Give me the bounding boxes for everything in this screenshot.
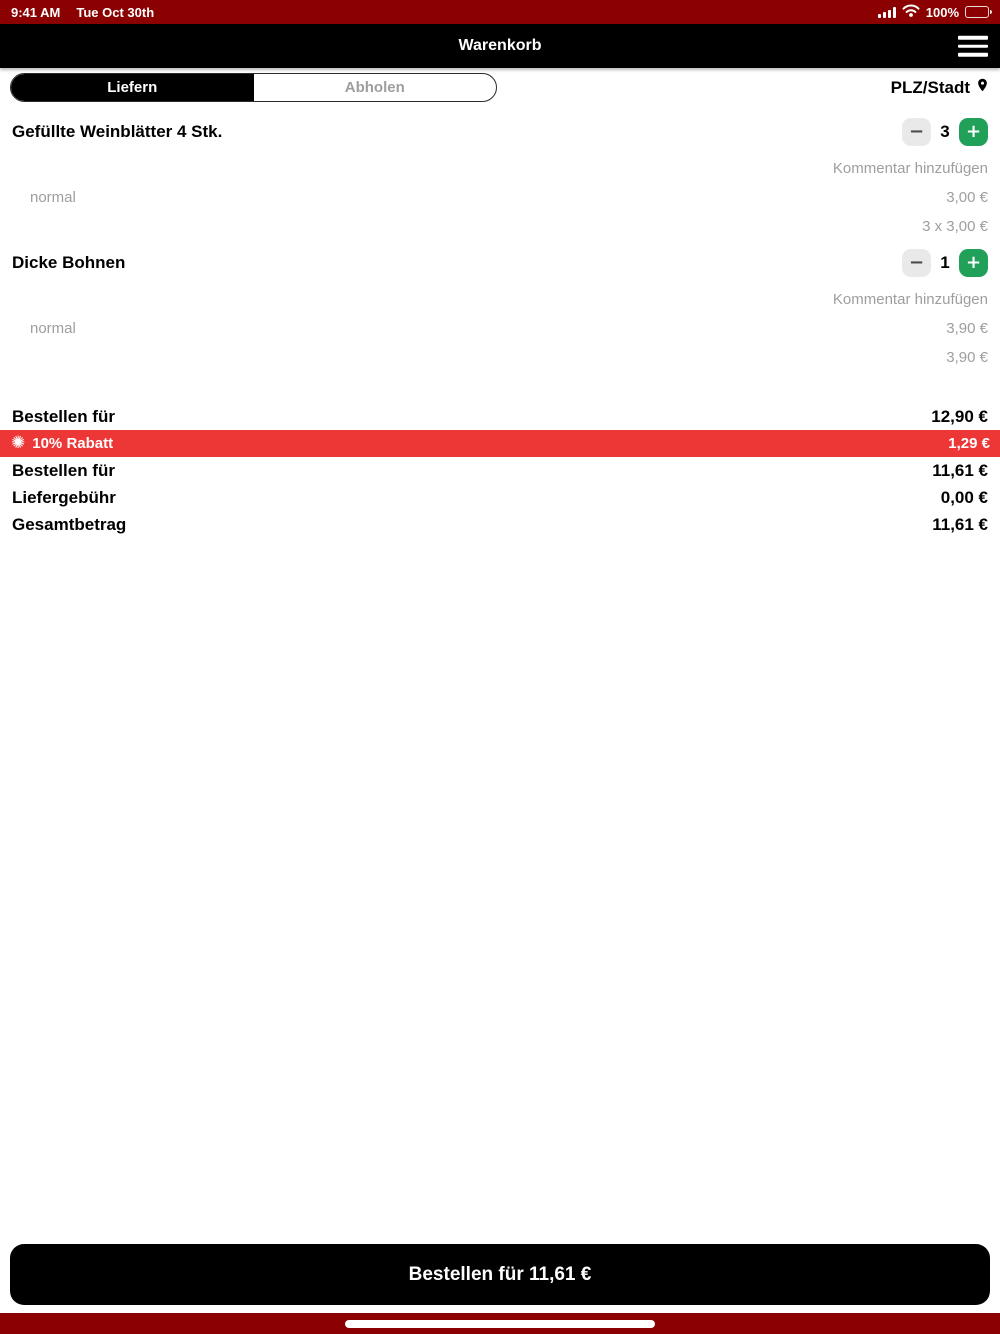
- toggle-row: [0, 73, 1000, 102]
- delivery-fee-label: Liefergebühr: [12, 487, 116, 507]
- total-label: Gesamtbetrag: [12, 514, 127, 534]
- item-line-total: 3,90 €: [946, 349, 988, 366]
- quantity-value: 1: [940, 252, 950, 272]
- discounted-subtotal-value: 11,61 €: [932, 460, 988, 480]
- discount-value: 1,29 €: [948, 435, 990, 452]
- battery-icon: [965, 6, 989, 18]
- wifi-icon: [902, 4, 920, 20]
- decrease-quantity-button[interactable]: −: [902, 249, 931, 277]
- nav-bar: [0, 24, 1000, 68]
- discount-burst-icon: ✺: [11, 433, 26, 453]
- status-date: Tue Oct 30th: [76, 4, 155, 20]
- item-unit-price: 3,90 €: [946, 320, 988, 337]
- quantity-stepper: [902, 249, 988, 277]
- status-time: 9:41 AM: [11, 4, 61, 20]
- quantity-stepper: [902, 118, 988, 146]
- item-name: Dicke Bohnen: [12, 252, 126, 272]
- status-bar: [0, 0, 1000, 24]
- plz-stadt-selector[interactable]: [891, 75, 990, 100]
- delivery-fee-value: 0,00 €: [940, 487, 988, 507]
- item-unit-price: 3,00 €: [946, 189, 988, 206]
- item-variant: normal: [30, 320, 76, 337]
- cart-item: [0, 117, 1000, 236]
- home-indicator[interactable]: [345, 1320, 655, 1328]
- subtotal-label: Bestellen für: [12, 406, 115, 426]
- add-comment-link[interactable]: Kommentar hinzufügen: [832, 291, 988, 308]
- order-summary: [0, 403, 1000, 538]
- bottom-bar: [0, 1313, 1000, 1334]
- discount-label: 10% Rabatt: [32, 435, 114, 452]
- increase-quantity-button[interactable]: +: [959, 249, 988, 277]
- add-comment-link[interactable]: Kommentar hinzufügen: [832, 160, 988, 177]
- item-variant: normal: [30, 189, 76, 206]
- decrease-quantity-button[interactable]: −: [902, 118, 931, 146]
- cellular-signal-icon: [878, 7, 896, 18]
- tab-abholen[interactable]: Abholen: [344, 79, 405, 96]
- location-pin-icon: [975, 75, 990, 100]
- item-line-total: 3 x 3,00 €: [922, 218, 988, 235]
- discount-banner: [0, 430, 1000, 457]
- page-title: Warenkorb: [458, 37, 542, 54]
- tab-liefern[interactable]: Liefern: [11, 74, 254, 101]
- order-button[interactable]: Bestellen für 11,61 €: [10, 1244, 990, 1305]
- plz-stadt-label: PLZ/Stadt: [890, 77, 970, 97]
- total-value: 11,61 €: [932, 514, 988, 534]
- quantity-value: 3: [940, 121, 950, 141]
- cart-item: [0, 248, 1000, 367]
- menu-hamburger-icon[interactable]: [958, 36, 988, 57]
- increase-quantity-button[interactable]: +: [959, 118, 988, 146]
- subtotal-value: 12,90 €: [931, 406, 988, 426]
- discounted-subtotal-label: Bestellen für: [12, 460, 115, 480]
- battery-percent: 100%: [925, 4, 959, 20]
- item-name: Gefüllte Weinblätter 4 Stk.: [12, 121, 223, 141]
- delivery-mode-segmented-control: [10, 73, 497, 102]
